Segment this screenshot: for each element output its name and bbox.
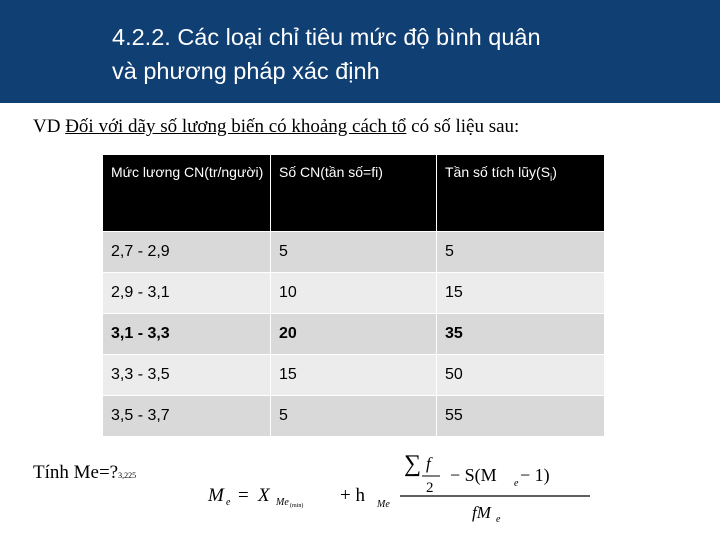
header-frequency: Số CN(tần số=fi) xyxy=(271,155,437,232)
header-cumulative-text: Tần số tích lũy(S xyxy=(445,164,551,180)
header-salary: Mức lương CN(tr/người) xyxy=(103,155,271,232)
formula-x: X xyxy=(258,485,270,506)
header-cumulative-sub: i xyxy=(550,172,553,184)
table-row xyxy=(103,232,605,273)
header-cumulative-close: ) xyxy=(552,164,557,180)
slide-title-line-1: 4.2.2. Các loại chỉ tiêu mức độ bình quân xyxy=(112,24,541,50)
table-row xyxy=(103,396,605,437)
cell-frequency: 10 xyxy=(271,273,437,314)
cell-cumulative: 50 xyxy=(437,355,605,396)
cell-salary: 3,1 - 3,3 xyxy=(103,314,271,355)
table-row xyxy=(103,314,605,355)
intro-prefix: VD xyxy=(33,116,66,137)
formula-f: f xyxy=(426,454,431,473)
question-label: Tính Me=? xyxy=(33,462,119,483)
example-intro xyxy=(33,116,713,138)
cell-frequency: 20 xyxy=(271,314,437,355)
header-cumulative xyxy=(437,155,605,232)
formula-fme: fM xyxy=(472,503,491,522)
slide-header xyxy=(0,0,720,103)
question-text xyxy=(33,462,136,484)
table-row xyxy=(103,273,605,314)
cell-cumulative: 35 xyxy=(437,314,605,355)
cell-frequency: 5 xyxy=(271,396,437,437)
formula-equals: = xyxy=(238,485,249,506)
formula-me-sub: e xyxy=(226,497,231,508)
cell-cumulative: 15 xyxy=(437,273,605,314)
formula-sum: ∑ xyxy=(404,451,422,477)
formula-x-min: (min) xyxy=(290,503,304,509)
formula-minus-s: − S(M xyxy=(450,465,497,485)
formula-two: 2 xyxy=(426,480,434,496)
formula-e-sub: e xyxy=(514,478,519,489)
formula-x-sub: Me xyxy=(276,497,289,508)
formula-minus-one: − 1) xyxy=(520,465,550,485)
formula-me: M xyxy=(208,485,224,506)
cell-salary: 3,3 - 3,5 xyxy=(103,355,271,396)
cell-salary: 2,7 - 2,9 xyxy=(103,232,271,273)
salary-frequency-table xyxy=(102,154,605,437)
slide-title-line-2: và phương pháp xác định xyxy=(112,58,380,84)
question-note: 3,225 xyxy=(118,471,137,480)
intro-suffix: có số liệu sau: xyxy=(406,116,520,137)
intro-underlined: Đối với dãy số lương biến có khoảng cách tổ xyxy=(65,116,407,137)
table-header-row xyxy=(103,155,605,232)
formula-plus-h: + h xyxy=(340,485,365,506)
cell-salary: 2,9 - 3,1 xyxy=(103,273,271,314)
cell-cumulative: 55 xyxy=(437,396,605,437)
slide-title xyxy=(112,20,702,88)
cell-salary: 3,5 - 3,7 xyxy=(103,396,271,437)
cell-frequency: 5 xyxy=(271,232,437,273)
cell-frequency: 15 xyxy=(271,355,437,396)
cell-cumulative: 5 xyxy=(437,232,605,273)
formula-fme-sub: e xyxy=(496,514,501,525)
median-formula xyxy=(200,445,620,525)
formula-h-sub: Me xyxy=(377,499,390,510)
table-row xyxy=(103,355,605,396)
